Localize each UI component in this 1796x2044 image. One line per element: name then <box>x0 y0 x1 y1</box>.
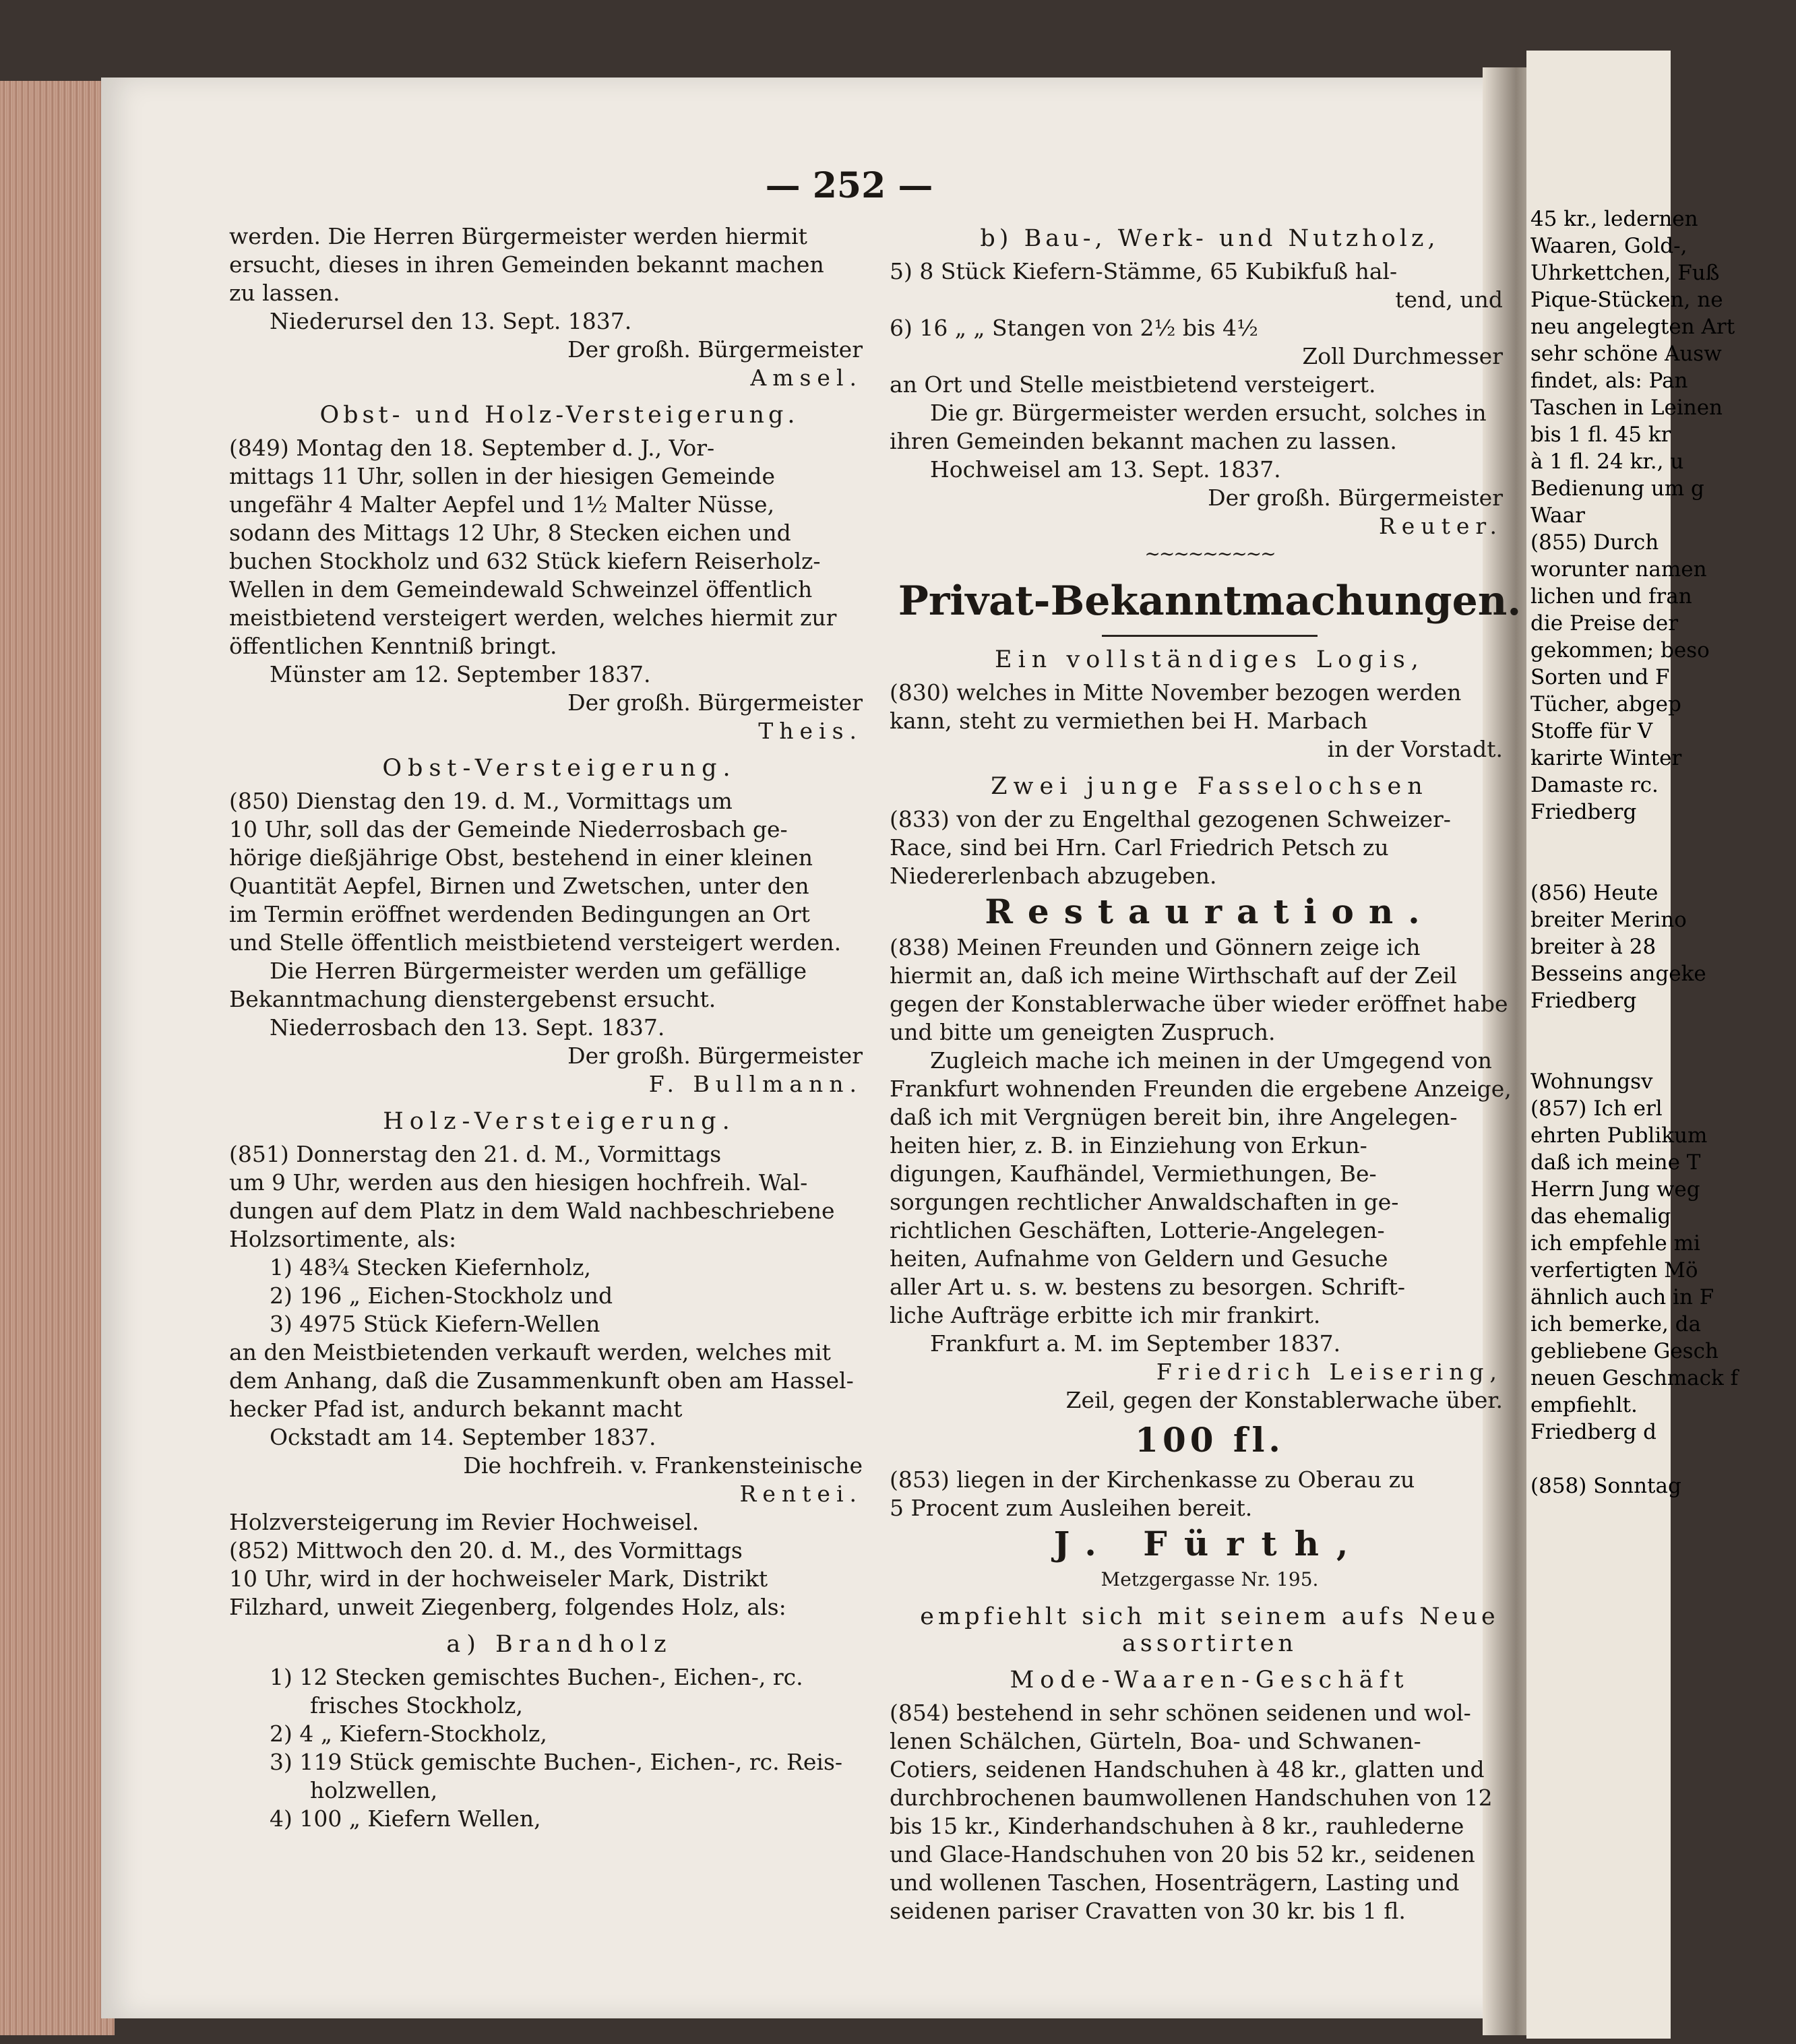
text-line: hörige dießjährige Obst, bestehend in einer kleinen <box>229 844 813 871</box>
text-line: heiten hier, z. B. in Einziehung von Erkun- <box>890 1132 1367 1158</box>
text-line: aller Art u. s. w. bestens zu besorgen. Schrift- <box>890 1274 1405 1300</box>
fragment-line: Friedberg d <box>1530 1420 1656 1444</box>
fragment-line: das ehemalig <box>1530 1204 1671 1229</box>
text-line: um 9 Uhr, werden aus den hiesigen hochfreih. Wal- <box>229 1169 808 1196</box>
text-line: Der großh. Bürgermeister <box>567 689 863 716</box>
page-edges <box>0 81 115 2035</box>
text-line: heiten, Aufnahme von Geldern und Gesuche <box>890 1245 1388 1272</box>
text-line: 5 Procent zum Ausleihen bereit. <box>890 1495 1253 1521</box>
text-line: Holzsortimente, als: <box>229 1226 457 1252</box>
text-line: seidenen pariser Cravatten von 30 kr. bis 1 fl. <box>890 1898 1406 1924</box>
fragment-line: Friedberg <box>1530 989 1637 1013</box>
next-page-fragment <box>1526 51 1739 2039</box>
fragment-line: daß ich meine T <box>1530 1150 1701 1175</box>
text-line: 2) 4 „ Kiefern-Stockholz, <box>270 1721 547 1747</box>
text-line: bis 15 kr., Kinderhandschuhen à 8 kr., rauhlederne <box>890 1813 1464 1839</box>
text-line: sodann des Mittags 12 Uhr, 8 Stecken eichen und <box>229 520 791 546</box>
text-line: und Glace-Handschuhen von 20 bis 52 kr., seidenen <box>890 1841 1475 1867</box>
text-line: kann, steht zu vermiethen bei H. Marbach <box>890 708 1368 734</box>
text-line: digungen, Kaufhändel, Vermiethungen, Be- <box>890 1160 1377 1187</box>
fragment-line: bis 1 fl. 45 kr <box>1530 423 1671 447</box>
fragment-line: Sorten und F <box>1530 665 1670 689</box>
ornament: ~~~~~~~~~ <box>1144 543 1275 565</box>
fragment-line: Herrn Jung weg <box>1530 1177 1700 1202</box>
fragment-line: Taschen in Leinen <box>1530 396 1723 420</box>
fragment-line <box>1526 826 1796 853</box>
text-line: buchen Stockholz und 632 Stück kiefern Reiserholz- <box>229 548 821 574</box>
fragment-line: ähnlich auch in F <box>1530 1285 1714 1309</box>
fragment-line: (857) Ich erl <box>1530 1096 1663 1121</box>
text-line: ersucht, dieses in ihren Gemeinden bekannt machen <box>229 251 824 278</box>
fragment-line: karirte Winter <box>1530 746 1682 770</box>
text-line: Friedrich Leisering, <box>1156 1359 1503 1385</box>
text-line: Zeil, gegen der Konstablerwache über. <box>1065 1387 1503 1413</box>
fragment-line: 45 kr., ledernen <box>1530 207 1698 231</box>
text-line: hiermit an, daß ich meine Wirthschaft auf der Zeil <box>890 962 1457 989</box>
text-line: Amsel. <box>750 365 863 391</box>
text-line: Der großh. Bürgermeister <box>1208 485 1503 511</box>
fragment-line: neu angelegten Art <box>1530 315 1735 339</box>
fragment-line: à 1 fl. 24 kr., u <box>1530 450 1684 474</box>
text-line: liche Aufträge erbitte ich mir frankirt. <box>890 1302 1321 1328</box>
text-line: Hochweisel am 13. Sept. 1837. <box>930 456 1281 483</box>
text-line: Münster am 12. September 1837. <box>270 661 651 687</box>
right-column <box>890 216 1530 1925</box>
ads-block-4 <box>890 1603 1530 1925</box>
text-line: ihren Gemeinden bekannt machen zu lassen. <box>890 428 1397 454</box>
text-line: Der großh. Bürgermeister <box>567 1043 863 1069</box>
fragment-line: lichen und fran <box>1530 584 1692 609</box>
text-line: Race, sind bei Hrn. Carl Friedrich Petsch zu <box>890 834 1389 861</box>
fragment-line: ich empfehle mi <box>1530 1231 1700 1256</box>
fragment-line <box>1526 853 1796 879</box>
text-line: a) Brandholz <box>446 1631 673 1658</box>
text-line: daß ich mit Vergnügen bereit bin, ihre Angelegen- <box>890 1104 1458 1130</box>
text-line: Ockstadt am 14. September 1837. <box>270 1424 656 1450</box>
fragment-line: gebliebene Gesch <box>1530 1339 1718 1363</box>
text-line: sorgungen rechtlicher Anwaldschaften in ge- <box>890 1189 1399 1215</box>
text-line: (849) Montag den 18. September d. J., Vor- <box>229 435 715 461</box>
fragment-line: die Preise der <box>1530 611 1679 636</box>
text-line: (854) bestehend in sehr schönen seidenen und wol- <box>890 1700 1471 1726</box>
text-line: 10 Uhr, wird in der hochweiseler Mark, Distrikt <box>229 1566 768 1592</box>
text-line: mittags 11 Uhr, sollen in der hiesigen Gemeinde <box>229 463 776 489</box>
right-top-block <box>890 225 1530 540</box>
fragment-line: neuen Geschmack f <box>1530 1366 1739 1390</box>
text-line: werden. Die Herren Bürgermeister werden hiermit <box>229 223 807 249</box>
fragment-line: Bedienung um g <box>1530 476 1704 501</box>
text-line: Cotiers, seidenen Handschuhen à 48 kr., glatten und <box>890 1756 1485 1783</box>
fragment-line: breiter Merino <box>1530 908 1687 932</box>
merchant-name: J. Fürth, <box>1053 1524 1366 1563</box>
text-line: b) Bau-, Werk- und Nutzholz, <box>980 225 1439 252</box>
text-line: (850) Dienstag den 19. d. M., Vormittags um <box>229 788 733 814</box>
restauration-title: Restauration. <box>985 892 1435 931</box>
merchant-address: Metzgergasse Nr. 195. <box>1101 1568 1319 1590</box>
text-line: Obst-Versteigerung. <box>382 755 737 782</box>
text-line: (851) Donnerstag den 21. d. M., Vormittags <box>229 1141 722 1167</box>
text-line: Der großh. Bürgermeister <box>567 336 863 363</box>
text-line: richtlichen Geschäften, Lotterie-Angelegen- <box>890 1217 1385 1243</box>
text-line: Zoll Durchmesser <box>1302 343 1503 369</box>
fragment-line: (856) Heute <box>1530 881 1659 905</box>
text-line: Frankfurt a. M. im September 1837. <box>930 1330 1341 1357</box>
fragment-line: ehrten Publikum <box>1530 1123 1708 1148</box>
text-line: 5) 8 Stück Kiefern-Stämme, 65 Kubikfuß hal- <box>890 258 1398 284</box>
page-number: — 252 — <box>765 165 933 206</box>
text-line: und bitte um geneigten Zuspruch. <box>890 1019 1276 1045</box>
text-line: im Termin eröffnet werdenden Bedingungen an Ort <box>229 901 810 927</box>
fragment-line: Wohnungsv <box>1530 1070 1653 1094</box>
text-line: Die gr. Bürgermeister werden ersucht, solches in <box>930 400 1487 426</box>
text-line: Reuter. <box>1378 513 1503 539</box>
text-line: Holz-Versteigerung. <box>383 1108 736 1135</box>
text-line: meistbietend versteigert werden, welches hiermit zur <box>229 605 837 631</box>
text-line: Frankfurt wohnenden Freunden die ergebene Anzeige, <box>890 1076 1512 1102</box>
left-column <box>229 222 890 1833</box>
text-line: 10 Uhr, soll das der Gemeinde Niederrosbach ge- <box>229 816 788 842</box>
text-line: 4) 100 „ Kiefern Wellen, <box>270 1805 541 1832</box>
text-line: Niederrosbach den 13. Sept. 1837. <box>270 1014 665 1041</box>
text-line: Die Herren Bürgermeister werden um gefällige <box>270 958 807 984</box>
text-line: 2) 196 „ Eichen-Stockholz und <box>270 1282 613 1309</box>
text-line: empfiehlt sich mit seinem aufs Neue assortirten <box>920 1603 1499 1657</box>
fragment-line: Uhrkettchen, Fuß <box>1530 261 1720 285</box>
fragment-line: gekommen; beso <box>1530 638 1710 662</box>
ads-block-1 <box>890 646 1530 890</box>
fragment-line: breiter à 28 <box>1530 935 1656 959</box>
text-line: Zwei junge Fasselochsen <box>991 773 1429 800</box>
fragment-line <box>1526 1014 1796 1041</box>
text-line: tend, und <box>1395 286 1503 313</box>
text-line: Niedererlenbach abzugeben. <box>890 863 1217 889</box>
fragment-line: Pique-Stücken, ne <box>1530 288 1723 312</box>
fragment-line: verfertigten Mö <box>1530 1258 1698 1282</box>
fragment-line: worunter namen <box>1530 557 1707 582</box>
amount-title: 100 fl. <box>1135 1420 1284 1460</box>
section-title: Privat-Bekanntmachungen. <box>898 578 1522 625</box>
text-line: (833) von der zu Engelthal gezogenen Schweizer- <box>890 806 1451 832</box>
text-line: an Ort und Stelle meistbietend versteigert. <box>890 371 1376 398</box>
text-line: (852) Mittwoch den 20. d. M., des Vormittags <box>229 1537 743 1563</box>
text-line: Wellen in dem Gemeindewald Schweinzel öffentlich <box>229 576 813 602</box>
text-line: hecker Pfad ist, andurch bekannt macht <box>229 1396 683 1422</box>
text-line: gegen der Konstablerwache über wieder eröffnet habe <box>890 991 1508 1017</box>
text-line: (838) Meinen Freunden und Gönnern zeige ich <box>890 934 1421 960</box>
text-line: Ein vollständiges Logis, <box>995 646 1425 673</box>
text-line: frisches Stockholz, <box>310 1692 523 1718</box>
text-line: holzwellen, <box>310 1777 438 1803</box>
text-line: Rentei. <box>739 1481 863 1507</box>
fragment-line: Tücher, abgep <box>1530 692 1681 716</box>
text-line: 1) 48¾ Stecken Kiefernholz, <box>270 1254 592 1280</box>
text-line: 6) 16 „ „ Stangen von 2½ bis 4½ <box>890 315 1259 341</box>
text-line: ungefähr 4 Malter Aepfel und 1½ Malter Nüsse, <box>229 491 775 518</box>
text-line: in der Vorstadt. <box>1327 736 1503 762</box>
fragment-line: Waar <box>1530 503 1585 528</box>
text-line: und wollenen Taschen, Hosenträgern, Lasting und <box>890 1869 1460 1896</box>
text-line: Niederursel den 13. Sept. 1837. <box>270 308 632 334</box>
text-line: Die hochfreih. v. Frankensteinische <box>463 1452 863 1479</box>
text-line: 3) 4975 Stück Kiefern-Wellen <box>270 1311 600 1337</box>
text-line: (830) welches in Mitte November bezogen werden <box>890 679 1462 706</box>
fragment-line <box>1526 1041 1796 1068</box>
text-line: lenen Schälchen, Gürteln, Boa- und Schwanen- <box>890 1728 1421 1754</box>
text-line: 1) 12 Stecken gemischtes Buchen-, Eichen-, rc. <box>270 1664 803 1690</box>
text-line: 3) 119 Stück gemischte Buchen-, Eichen-, rc. Reis- <box>270 1749 843 1775</box>
text-line: Zugleich mache ich meinen in der Umgegend von <box>930 1047 1492 1074</box>
fragment-line: Damaste rc. <box>1530 773 1659 797</box>
fragment-line: (858) Sonntag <box>1530 1474 1681 1498</box>
text-line: und Stelle öffentlich meistbietend versteigert werden. <box>229 929 842 956</box>
text-line: dem Anhang, daß die Zusammenkunft oben am Hassel- <box>229 1367 854 1394</box>
fragment-line: Besseins angeke <box>1530 962 1706 986</box>
text-line: dungen auf dem Platz in dem Wald nachbeschriebene <box>229 1198 835 1224</box>
text-line: Holzversteigerung im Revier Hochweisel. <box>229 1509 700 1535</box>
title-rule <box>1102 635 1318 637</box>
ads-block-3 <box>890 1466 1530 1522</box>
text-line: öffentlichen Kenntniß bringt. <box>229 633 557 659</box>
text-line: Obst- und Holz-Versteigerung. <box>319 402 799 429</box>
fragment-line: sehr schöne Ausw <box>1530 342 1722 366</box>
text-line: Filzhard, unweit Ziegenberg, folgendes Holz, als: <box>229 1594 786 1620</box>
fragment-line: ich bemerke, da <box>1530 1312 1702 1336</box>
fragment-line: (855) Durch <box>1530 530 1659 555</box>
text-line: (853) liegen in der Kirchenkasse zu Oberau zu <box>890 1466 1415 1493</box>
text-line: F. Bullmann. <box>648 1071 863 1097</box>
text-line: durchbrochenen baumwollenen Handschuhen von 12 <box>890 1785 1493 1811</box>
text-line: Quantität Aepfel, Birnen und Zwetschen, unter den <box>229 873 809 899</box>
text-line: zu lassen. <box>229 280 340 306</box>
text-line: Mode-Waaren-Geschäft <box>1010 1667 1410 1694</box>
text-line: Theis. <box>758 718 863 744</box>
fragment-line: Stoffe für V <box>1530 719 1653 743</box>
ads-block-2 <box>890 933 1530 1415</box>
fragment-line: findet, als: Pan <box>1530 369 1688 393</box>
text-line: Bekanntmachung dienstergebenst ersucht. <box>229 986 716 1012</box>
fragment-line: Friedberg <box>1530 800 1637 824</box>
text-line: an den Meistbietenden verkauft werden, welches mit <box>229 1339 831 1365</box>
fragment-line: Waaren, Gold-, <box>1530 234 1687 258</box>
next-page-lines <box>1526 206 1796 1499</box>
fragment-line: empfiehlt. <box>1530 1393 1638 1417</box>
fragment-line <box>1526 1446 1796 1473</box>
